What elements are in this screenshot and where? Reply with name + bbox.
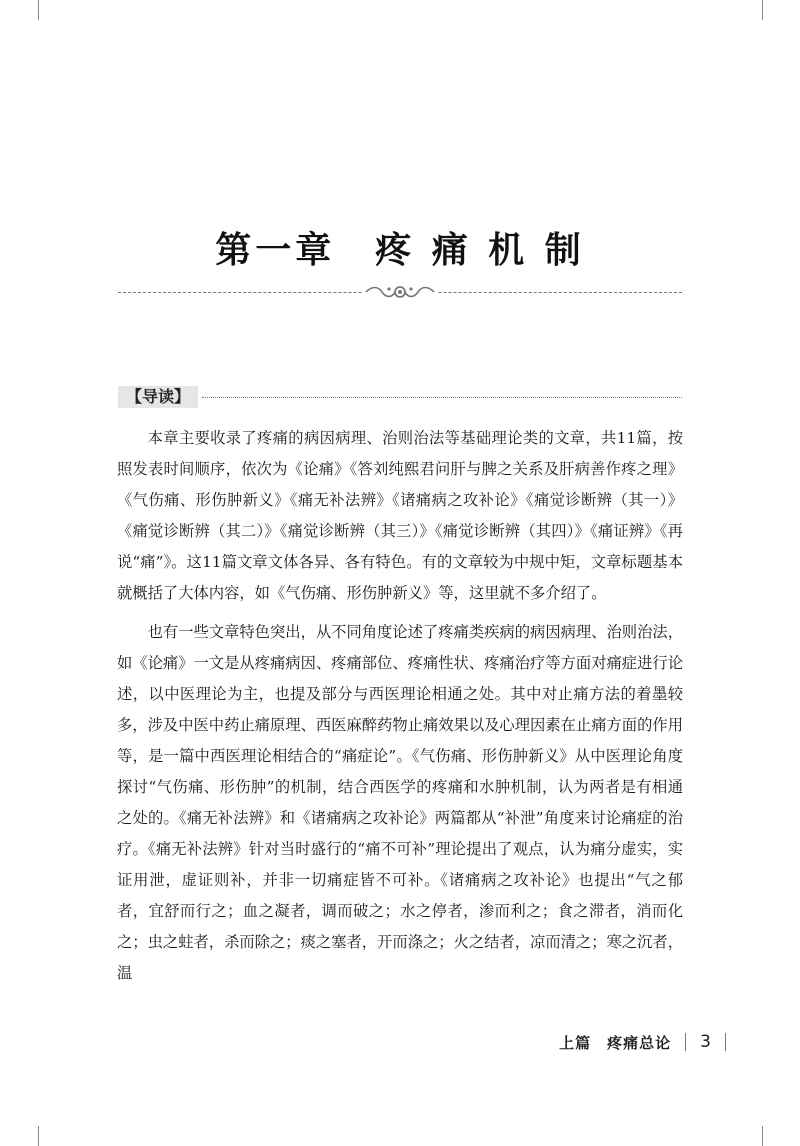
scroll-ornament-icon bbox=[362, 283, 438, 301]
crop-mark-bottom-left bbox=[38, 1126, 39, 1146]
crop-mark-top-left bbox=[38, 0, 39, 20]
footer-divider-right bbox=[725, 1033, 726, 1051]
intro-label: 【导读】 bbox=[118, 386, 198, 408]
intro-divider bbox=[202, 397, 682, 398]
intro-paragraph-1: 本章主要收录了疼痛的病因病理、治则治法等基础理论类的文章，共11篇，按照发表时间顺序，依次为《论痛》《答刘纯熙君问肝与脾之关系及肝病善作疼之理》《气伤痛、形伤肿新义》《痛无补法辨》《诸痛病之攻补论》《痛觉诊断辨（其一）》《痛觉诊断辨（其二）》《痛觉诊断辨（其三）》《痛觉诊断辨（其四）》《痛证辨》《再说“痛”》。这11篇文章文体各异、各有特色。有的文章较为中规中矩，文章标题基本就概括了大体内容，如《气伤痛、形伤肿新义》等，这里就不多介绍了。 bbox=[117, 429, 683, 602]
page-footer bbox=[559, 1027, 726, 1057]
intro-paragraph-2: 也有一些文章特色突出，从不同角度论述了疼痛类疾病的病因病理、治则治法，如《论痛》一文是从疼痛病因、疼痛部位、疼痛性状、疼痛治疗等方面对痛症进行论述，以中医理论为主，也提及部分与西医理论相通之处。其中对止痛方法的着墨较多，涉及中医中药止痛原理、西医麻醉药物止痛效果以及心理因素在止痛方面的作用等，是一篇中西医理论相结合的“痛症论”。《气伤痛、形伤肿新义》从中医理论角度探讨“气伤痛、形伤肿”的机制，结合西医学的疼痛和水肿机制，认为两者是有相通之处的。《痛无补法辨》和《诸痛病之攻补论》两篇都从“补泄”角度来讨论痛症的治疗。《痛无补法辨》针对当时盛行的“痛不可补”理论提出了观点，认为痛分虚实，实证用泄，虚证则补，并非一切痛症皆不可补。《诸痛病之攻补论》也提出“气之郁者，宜舒而行之；血之凝者，调而破之；水之停者，渗而利之；食之滞者，消而化之；虫之蛀者，杀而除之；痰之塞者，开而涤之；火之结者，凉而清之；寒之沉者，温 bbox=[117, 623, 683, 982]
chapter-title: 第一章 疼 痛 机 制 bbox=[215, 230, 585, 271]
intro-body bbox=[117, 423, 683, 989]
page-number: 3 bbox=[700, 1032, 711, 1052]
crop-mark-top-right bbox=[762, 0, 763, 20]
crop-mark-bottom-right bbox=[762, 1126, 763, 1146]
footer-section-label: 上篇 疼痛总论 bbox=[559, 1033, 672, 1052]
intro-header bbox=[118, 386, 682, 408]
